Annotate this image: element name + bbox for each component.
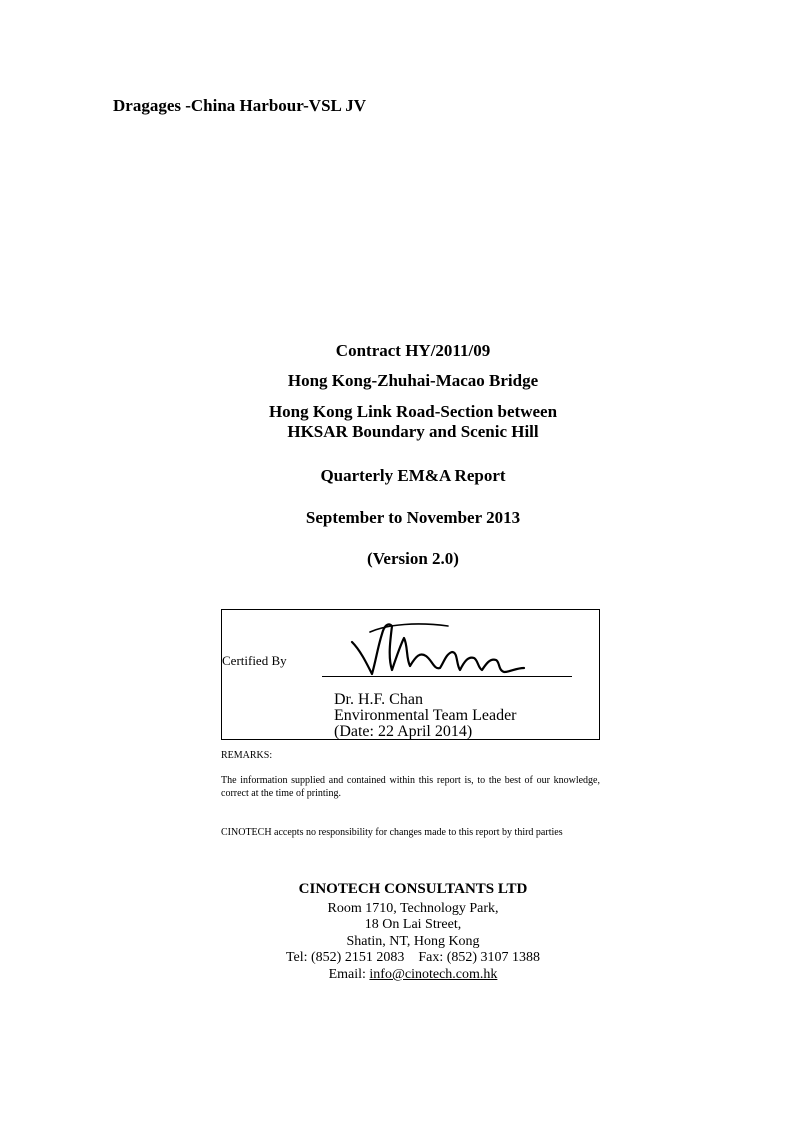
email-label: Email: bbox=[328, 967, 370, 982]
email-link[interactable]: info@cinotech.com.hk bbox=[369, 967, 498, 982]
section-line-1: Hong Kong Link Road-Section between bbox=[268, 402, 558, 421]
project-name: Hong Kong-Zhuhai-Macao Bridge bbox=[287, 371, 539, 390]
address-line-2: 18 On Lai Street, bbox=[364, 917, 462, 932]
certification-box bbox=[221, 609, 600, 740]
certified-by-label: Certified By bbox=[222, 653, 287, 668]
report-period: September to November 2013 bbox=[305, 508, 521, 527]
company-name: CINOTECH CONSULTANTS LTD bbox=[298, 881, 528, 897]
report-version: (Version 2.0) bbox=[367, 549, 459, 568]
report-type: Quarterly EM&A Report bbox=[320, 466, 506, 485]
address-line-1: Room 1710, Technology Park, bbox=[327, 901, 499, 916]
signature-line bbox=[322, 676, 572, 677]
disclaimer-text: CINOTECH accepts no responsibility for changes made to this report by third parties bbox=[221, 827, 563, 838]
certification-date: (Date: 22 April 2014) bbox=[334, 723, 473, 740]
certifier-details bbox=[334, 692, 517, 740]
email-line bbox=[0, 967, 793, 983]
phone-fax: Tel: (852) 2151 2083 Fax: (852) 3107 1388 bbox=[285, 950, 541, 965]
client-name: Dragages -China Harbour-VSL JV bbox=[113, 96, 366, 115]
section-title bbox=[0, 402, 793, 442]
remarks-heading: REMARKS: bbox=[221, 750, 273, 761]
signature-image bbox=[348, 612, 548, 682]
section-line-2: HKSAR Boundary and Scenic Hill bbox=[287, 422, 539, 441]
certifier-name: Dr. H.F. Chan bbox=[334, 691, 423, 708]
certifier-role: Environmental Team Leader bbox=[334, 707, 517, 724]
address-line-3: Shatin, NT, Hong Kong bbox=[346, 934, 480, 949]
contract-number: Contract HY/2011/09 bbox=[335, 341, 491, 360]
remarks-text: The information supplied and contained within this report is, to the best of our knowledge, correct at the time of printing. bbox=[221, 775, 600, 799]
